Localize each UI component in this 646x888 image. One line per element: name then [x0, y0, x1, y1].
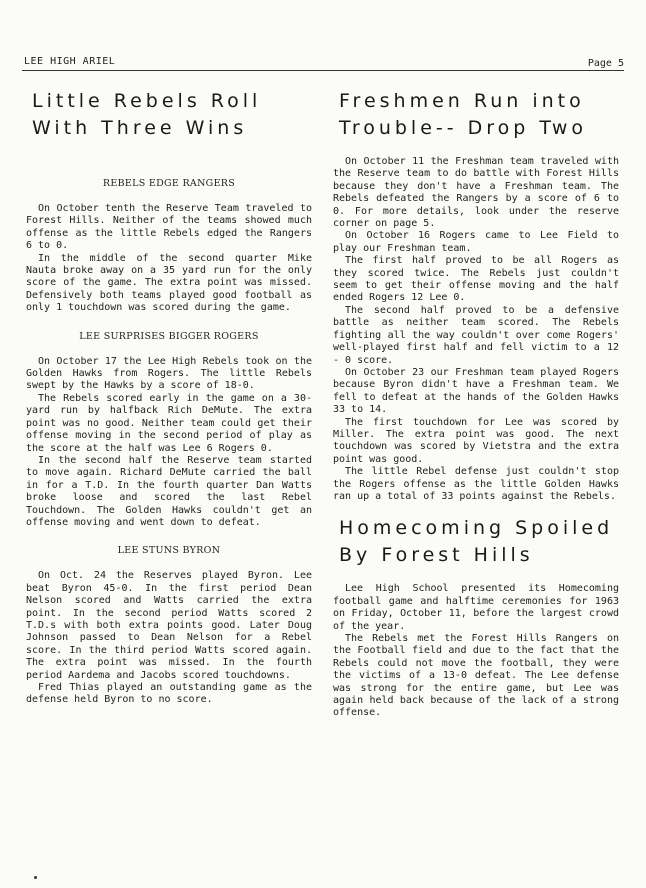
headline-freshmen-line-1: Freshmen Run into	[339, 90, 585, 112]
paragraph: On October 23 our Freshman team played Rogers because Byron didn't have a Freshman team. We fell to defeat at the hands of the Golden Hawks 33 to 14.	[333, 366, 619, 416]
page-header	[22, 56, 624, 70]
page-mark	[34, 876, 37, 879]
paragraph: On October 11 the Freshman team traveled with the Reserve team to do battle with Forest Hills because they don't have a Freshman team. The Rebels defeated the Rangers by a score of 6 to 0. For more details, look under the reserve corner on page 5.	[333, 156, 619, 230]
paragraph: The Rebels scored early in the game on a 30-yard run by halfback Rich DeMute. The extra point was no good. Neither team could get their offense moving in the second period of play as the score at the half was Lee 6 Rogers 0.	[26, 392, 312, 454]
paragraph: Lee High School presented its Homecoming football game and halftime ceremonies for 1963 on Friday, October 11, before the largest crowd of the year.	[333, 583, 619, 632]
paragraph: The second half proved to be a defensive battle as neither team scored. The Rebels fighting all the way couldn't over come Rogers' well-played first half and fell victim to a 12 - 0 score.	[333, 304, 619, 366]
paragraph: The Rebels met the Forest Hills Rangers on the Football field and due to the fact that the Rebels could not move the football, they were the victims of a 13-0 defeat. The Lee defense was strong for the entire game, but Lee was again held back because of the lack of a strong offense.	[333, 633, 619, 719]
subhead-lee-surprises-rogers: LEE SURPRISES BIGGER ROGERS	[79, 330, 259, 342]
left-column	[26, 88, 312, 707]
headline-line-1: Little Rebels Roll	[32, 90, 262, 112]
paragraph: On Oct. 24 the Reserves played Byron. Lee beat Byron 45-0. In the first period Dean Nelson scored and Watts carried the extra point. In the second period Watts scored 2 T.D.s with both extra points good. Later Doug Johnson passed to Dean Nelson for a Rebel score. In the third period Watts scored again. The extra point was missed. In the fourth period Aardema and Jacobs scored touchdowns.	[26, 570, 312, 681]
page-number: Page 5	[587, 58, 624, 69]
subhead-lee-stuns-byron: LEE STUNS BYRON	[117, 545, 221, 557]
paragraph: On October 16 Rogers came to Lee Field to play our Freshman team.	[333, 230, 619, 254]
header-rule	[22, 70, 624, 71]
right-column	[333, 88, 619, 720]
headline-homecoming-line-1: Homecoming Spoiled	[339, 517, 614, 540]
paragraph: On October tenth the Reserve Team traveled to Forest Hills. Neither of the teams showed much offense as the little Rebels edged the Rangers 6 to 0.	[26, 203, 312, 252]
paragraph: On October 17 the Lee High Rebels took on the Golden Hawks from Rogers. The little Rebels swept by the Hawks by a score of 18-0.	[26, 355, 312, 392]
headline-freshmen-line-2: Trouble-- Drop Two	[339, 117, 588, 139]
subhead-rebels-edge-rangers: REBELS EDGE RANGERS	[102, 178, 236, 189]
headline-homecoming-line-2: By Forest Hills	[339, 544, 534, 567]
paragraph: In the middle of the second quarter Mike Nauta broke away on a 35 yard run for the only score of the game. The extra point was missed. Defensively both teams played good football as only 1 touchdown was scored during the game.	[26, 252, 312, 314]
headline-line-2: With Three Wins	[32, 117, 248, 139]
paragraph: The first half proved to be all Rogers as they scored twice. The Rebels just couldn't seem to get their offense moving and the half ended Rogers 12 Lee 0.	[333, 255, 619, 304]
paragraph: Fred Thias played an outstanding game as the defense held Byron to no score.	[26, 682, 312, 706]
masthead: LEE HIGH ARIEL	[24, 56, 116, 67]
paragraph: The first touchdown for Lee was scored by Miller. The extra point was good. The next touchdown was scored by Vietstra and the extra point was good.	[333, 416, 619, 465]
paragraph: The little Rebel defense just couldn't stop the Rogers offense as the little Golden Hawks ran up a total of 33 points against the Rebels.	[333, 466, 619, 502]
paragraph: In the second half the Reserve team started to move again. Richard DeMute carried the ball in for a T.D. In the fourth quarter Dan Watts broke loose and scored the last Rebel Touchdown. The Golden Hawks couldn't get an offense moving and went down to defeat.	[26, 454, 312, 528]
